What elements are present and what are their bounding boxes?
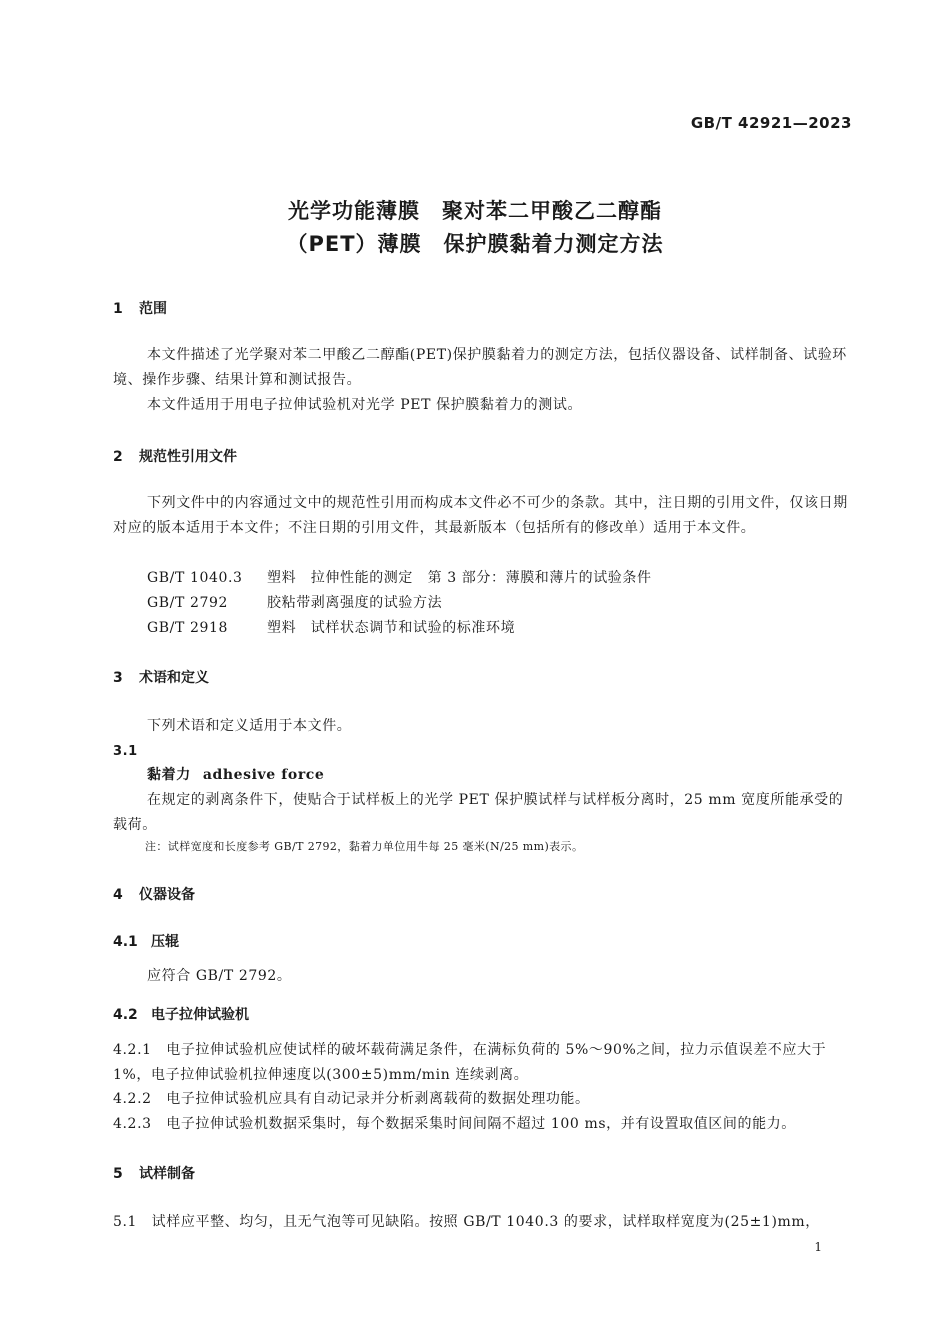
document-title-line2: （PET）薄膜 保护膜黏着力测定方法 xyxy=(286,232,664,256)
subsection-4-2-heading xyxy=(113,1004,249,1024)
paragraph-text: 本文件描述了光学聚对苯二甲酸乙二醇酯(PET)保护膜黏着力的测定方法，包括仪器设备、试样制备、试验环境、操作步骤、结果计算和测试报告。 xyxy=(113,347,847,388)
section-title: 规范性引用文件 xyxy=(139,449,237,465)
page-number: 1 xyxy=(814,1240,822,1254)
section-3-paragraph-1: 下列术语和定义适用于本文件。 xyxy=(147,718,352,734)
section-title: 试样制备 xyxy=(139,1166,195,1182)
clause-5-1: 5.1 试样应平整、均匀，且无气泡等可见缺陷。按照 GB/T 1040.3 的要求，试样取样宽度为(25±1)mm， xyxy=(113,1214,820,1230)
paragraph-text: 在规定的剥离条件下，使贴合于试样板上的光学 PET 保护膜试样与试样板分离时，25 mm 宽度所能承受的载荷。 xyxy=(113,792,844,833)
section-2-heading xyxy=(113,446,237,466)
term-chinese: 黏着力 xyxy=(147,767,191,783)
section-1-heading xyxy=(113,298,167,318)
section-number: 5 xyxy=(113,1166,123,1182)
section-number: 4.2 xyxy=(113,1007,138,1023)
clause-4-2-3: 4.2.3 电子拉伸试验机数据采集时，每个数据采集时间间隔不超过 100 ms，并有设置取值区间的能力。 xyxy=(113,1116,796,1132)
subsection-4-1-heading xyxy=(113,931,179,951)
reference-code: GB/T 1040.3 xyxy=(147,570,243,586)
reference-title: 塑料 试样状态调节和试验的标准环境 xyxy=(267,620,516,636)
section-number: 2 xyxy=(113,449,123,465)
section-title: 仪器设备 xyxy=(139,887,195,903)
reference-title: 塑料 拉伸性能的测定 第 3 部分：薄膜和薄片的试验条件 xyxy=(267,570,652,586)
paragraph-text: 下列文件中的内容通过文中的规范性引用而构成本文件必不可少的条款。其中，注日期的引用文件，仅该日期对应的版本适用于本文件；不注日期的引用文件，其最新版本（包括所有的修改单）适用于本文件。 xyxy=(113,495,848,536)
section-title: 术语和定义 xyxy=(139,670,209,686)
section-4-heading xyxy=(113,884,195,904)
section-number: 3 xyxy=(113,670,123,686)
normative-reference xyxy=(147,591,442,616)
reference-title: 胶粘带剥离强度的试验方法 xyxy=(267,595,443,611)
reference-code: GB/T 2792 xyxy=(147,595,229,611)
clause-4-2-1: 4.2.1 电子拉伸试验机应使试样的破坏载荷满足条件，在满标负荷的 5%～90%之间，拉力示值误差不应大于 1%，电子拉伸试验机拉伸速度以(300±5)mm/min 连续剥离。 xyxy=(113,1042,827,1083)
reference-code: GB/T 2918 xyxy=(147,620,229,636)
clause-4-2-2: 4.2.2 电子拉伸试验机应具有自动记录并分析剥离载荷的数据处理功能。 xyxy=(113,1091,590,1107)
section-title: 电子拉伸试验机 xyxy=(151,1007,249,1023)
subsection-4-1-text: 应符合 GB/T 2792。 xyxy=(147,968,292,984)
section-title: 压辊 xyxy=(151,934,179,950)
section-3-heading xyxy=(113,667,209,687)
section-number: 4.1 xyxy=(113,934,138,950)
section-2-paragraph-1 xyxy=(113,491,853,541)
normative-reference xyxy=(147,616,515,641)
section-title: 范围 xyxy=(139,301,167,317)
section-5-heading xyxy=(113,1163,195,1183)
normative-reference xyxy=(147,566,652,591)
standard-code: GB/T 42921—2023 xyxy=(690,114,852,132)
term-english: adhesive force xyxy=(202,767,325,783)
section-number: 4 xyxy=(113,887,123,903)
section-1-paragraph-1 xyxy=(113,343,853,393)
term-number: 3.1 xyxy=(113,744,138,759)
section-number: 1 xyxy=(113,301,123,317)
term-note: 注：试样宽度和长度参考 GB/T 2792，黏着力单位用牛每 25 毫米(N/25 mm)表示。 xyxy=(145,840,584,853)
section-1-paragraph-2: 本文件适用于用电子拉伸试验机对光学 PET 保护膜黏着力的测试。 xyxy=(147,397,583,413)
document-title-line1: 光学功能薄膜 聚对苯二甲酸乙二醇酯 xyxy=(288,199,662,223)
term-definition xyxy=(113,788,853,838)
term-entry xyxy=(147,763,324,788)
